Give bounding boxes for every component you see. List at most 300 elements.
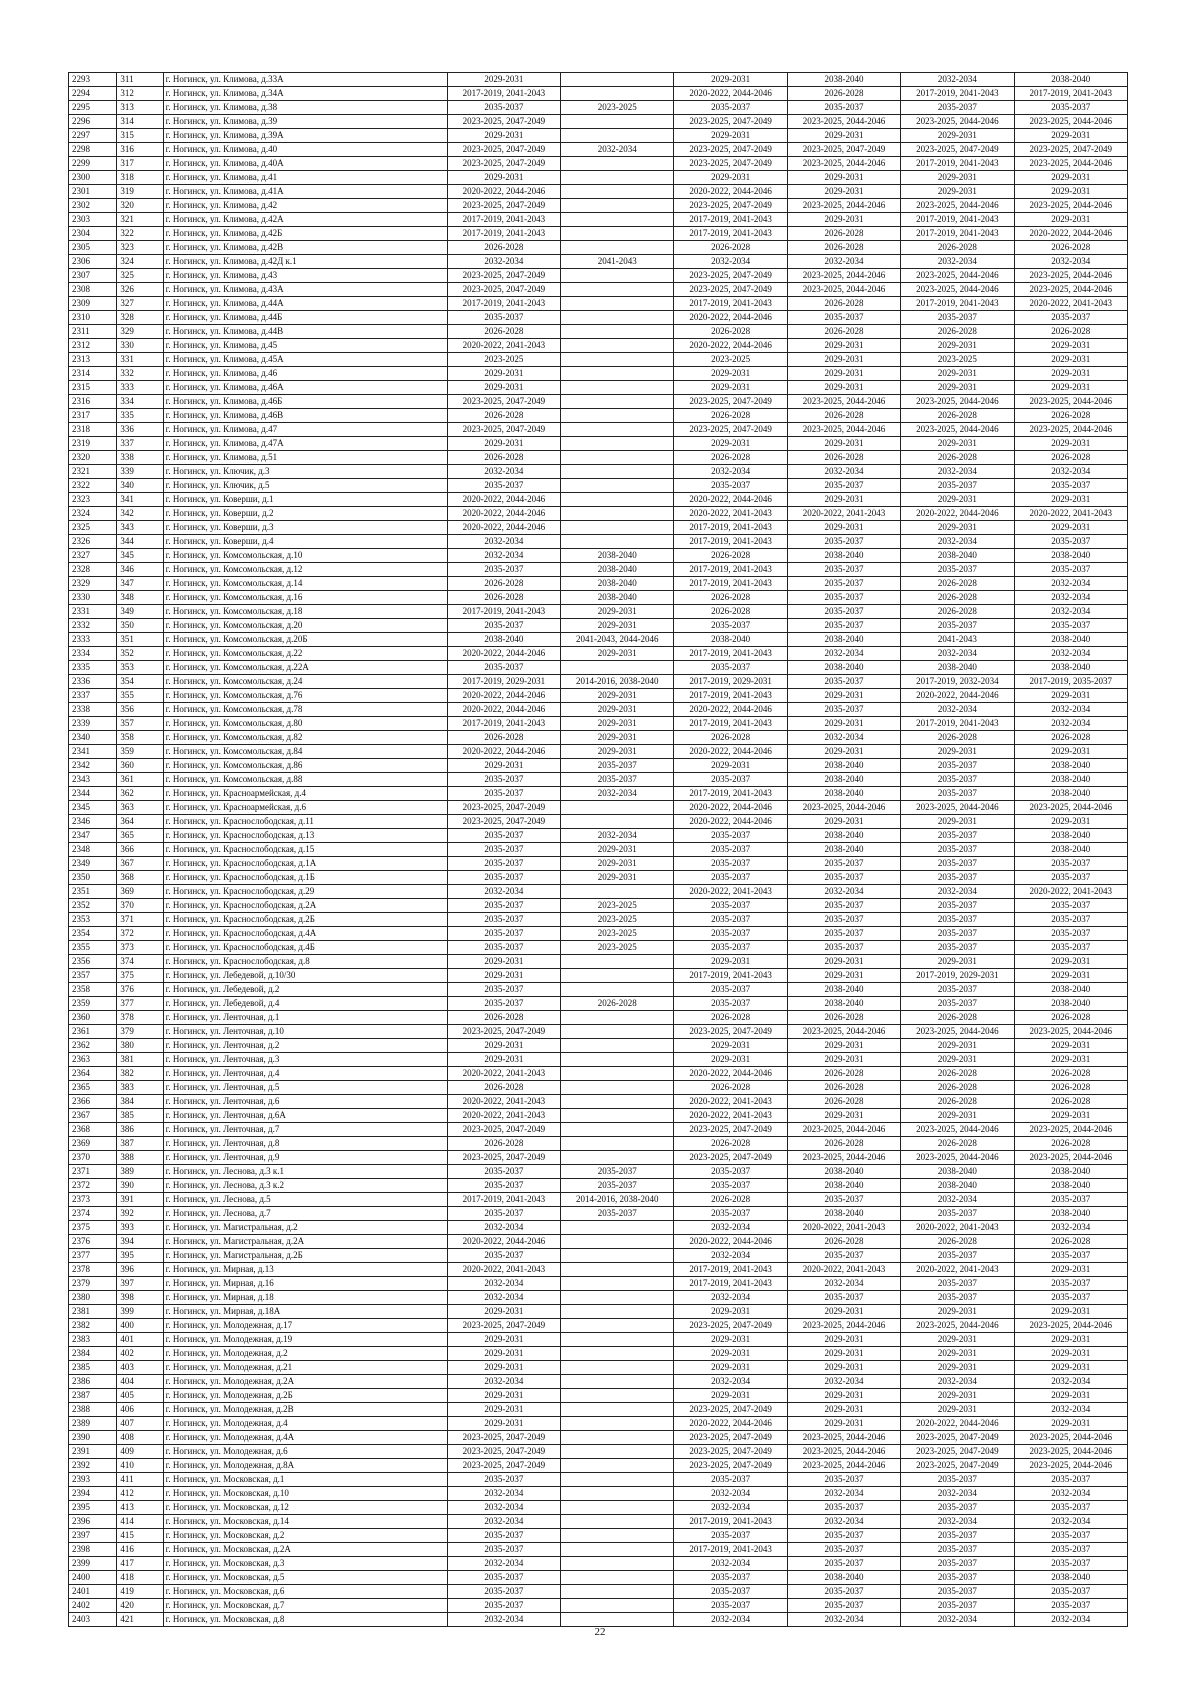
period-cell: 2035-2037 xyxy=(901,1277,1014,1291)
period-cell: 2038-2040 xyxy=(1014,633,1127,647)
table-row xyxy=(69,1053,1128,1067)
period-cell xyxy=(561,1137,674,1151)
period-cell: 2029-2031 xyxy=(1014,437,1127,451)
period-cell: 2029-2031 xyxy=(901,339,1014,353)
period-cell: 2032-2034 xyxy=(1014,591,1127,605)
period-cell: 2038-2040 xyxy=(561,549,674,563)
period-cell xyxy=(561,1333,674,1347)
row-number-cell: 2323 xyxy=(69,493,117,507)
item-number-cell: 387 xyxy=(117,1137,163,1151)
period-cell: 2017-2019, 2041-2043 xyxy=(901,213,1014,227)
period-cell: 2032-2034 xyxy=(787,1277,900,1291)
period-cell: 2029-2031 xyxy=(447,73,560,87)
table-row xyxy=(69,1333,1128,1347)
period-cell: 2035-2037 xyxy=(447,1571,560,1585)
period-cell: 2029-2031 xyxy=(901,1053,1014,1067)
table-row xyxy=(69,969,1128,983)
address-cell: г. Ногинск, ул. Ленточная, д.6А xyxy=(163,1109,447,1123)
address-cell: г. Ногинск, ул. Молодежная, д.2 xyxy=(163,1347,447,1361)
period-cell: 2038-2040 xyxy=(561,591,674,605)
period-cell: 2026-2028 xyxy=(674,325,787,339)
period-cell xyxy=(561,1109,674,1123)
row-number-cell: 2311 xyxy=(69,325,117,339)
address-cell: г. Ногинск, ул. Молодежная, д.8А xyxy=(163,1459,447,1473)
item-number-cell: 383 xyxy=(117,1081,163,1095)
period-cell: 2035-2037 xyxy=(787,577,900,591)
period-cell: 2032-2034 xyxy=(447,549,560,563)
table-row xyxy=(69,1095,1128,1109)
period-cell: 2029-2031 xyxy=(787,815,900,829)
period-cell: 2035-2037 xyxy=(787,1501,900,1515)
period-cell: 2035-2037 xyxy=(447,871,560,885)
period-cell: 2035-2037 xyxy=(447,1165,560,1179)
period-cell: 2020-2022, 2044-2046 xyxy=(674,1417,787,1431)
row-number-cell: 2360 xyxy=(69,1011,117,1025)
period-cell: 2038-2040 xyxy=(787,633,900,647)
row-number-cell: 2296 xyxy=(69,115,117,129)
row-number-cell: 2327 xyxy=(69,549,117,563)
row-number-cell: 2382 xyxy=(69,1319,117,1333)
table-row xyxy=(69,1375,1128,1389)
period-cell: 2026-2028 xyxy=(674,1137,787,1151)
item-number-cell: 407 xyxy=(117,1417,163,1431)
period-cell: 2029-2031 xyxy=(787,1039,900,1053)
period-cell: 2029-2031 xyxy=(674,367,787,381)
period-cell: 2026-2028 xyxy=(787,451,900,465)
period-cell: 2026-2028 xyxy=(787,409,900,423)
period-cell: 2035-2037 xyxy=(1014,857,1127,871)
period-cell: 2017-2019, 2041-2043 xyxy=(674,1277,787,1291)
period-cell: 2032-2034 xyxy=(674,1375,787,1389)
period-cell: 2029-2031 xyxy=(901,1403,1014,1417)
table-row xyxy=(69,409,1128,423)
period-cell: 2035-2037 xyxy=(447,941,560,955)
period-cell: 2023-2025 xyxy=(561,101,674,115)
table-row xyxy=(69,1431,1128,1445)
table-row xyxy=(69,395,1128,409)
period-cell: 2029-2031 xyxy=(447,1039,560,1053)
item-number-cell: 373 xyxy=(117,941,163,955)
address-cell: г. Ногинск, ул. Климова, д.45 xyxy=(163,339,447,353)
table-row xyxy=(69,843,1128,857)
period-cell: 2035-2037 xyxy=(787,703,900,717)
address-cell: г. Ногинск, ул. Комсомольская, д.18 xyxy=(163,605,447,619)
period-cell: 2023-2025 xyxy=(561,941,674,955)
period-cell: 2020-2022, 2041-2043 xyxy=(447,1067,560,1081)
period-cell: 2023-2025, 2044-2046 xyxy=(1014,1025,1127,1039)
period-cell: 2026-2028 xyxy=(901,1137,1014,1151)
period-cell: 2035-2037 xyxy=(1014,1473,1127,1487)
period-cell xyxy=(561,1403,674,1417)
address-cell: г. Ногинск, ул. Московская, д.7 xyxy=(163,1599,447,1613)
period-cell: 2029-2031 xyxy=(561,717,674,731)
period-cell: 2020-2022, 2044-2046 xyxy=(447,745,560,759)
period-cell: 2029-2031 xyxy=(901,493,1014,507)
period-cell: 2035-2037 xyxy=(447,1179,560,1193)
address-cell: г. Ногинск, ул. Коверши, д.2 xyxy=(163,507,447,521)
address-cell: г. Ногинск, ул. Ленточная, д.7 xyxy=(163,1123,447,1137)
item-number-cell: 389 xyxy=(117,1165,163,1179)
address-cell: г. Ногинск, ул. Молодежная, д.19 xyxy=(163,1333,447,1347)
period-cell: 2035-2037 xyxy=(901,773,1014,787)
period-cell: 2020-2022, 2041-2043 xyxy=(674,507,787,521)
period-cell: 2020-2022, 2044-2046 xyxy=(447,647,560,661)
period-cell xyxy=(561,1487,674,1501)
period-cell: 2029-2031 xyxy=(901,955,1014,969)
period-cell: 2029-2031 xyxy=(561,731,674,745)
period-cell: 2026-2028 xyxy=(674,1081,787,1095)
period-cell: 2017-2019, 2041-2043 xyxy=(447,717,560,731)
period-cell: 2035-2037 xyxy=(447,1207,560,1221)
row-number-cell: 2392 xyxy=(69,1459,117,1473)
period-cell xyxy=(561,227,674,241)
period-cell: 2029-2031 xyxy=(1014,1347,1127,1361)
period-cell xyxy=(561,535,674,549)
row-number-cell: 2348 xyxy=(69,843,117,857)
row-number-cell: 2396 xyxy=(69,1515,117,1529)
item-number-cell: 381 xyxy=(117,1053,163,1067)
row-number-cell: 2349 xyxy=(69,857,117,871)
table-row xyxy=(69,381,1128,395)
row-number-cell: 2394 xyxy=(69,1487,117,1501)
item-number-cell: 394 xyxy=(117,1235,163,1249)
table-row xyxy=(69,479,1128,493)
item-number-cell: 330 xyxy=(117,339,163,353)
period-cell: 2029-2031 xyxy=(1014,745,1127,759)
period-cell: 2026-2028 xyxy=(787,227,900,241)
period-cell: 2029-2031 xyxy=(561,843,674,857)
row-number-cell: 2317 xyxy=(69,409,117,423)
table-row xyxy=(69,297,1128,311)
period-cell: 2035-2037 xyxy=(447,619,560,633)
period-cell: 2029-2031 xyxy=(561,689,674,703)
period-cell: 2023-2025 xyxy=(674,353,787,367)
table-row xyxy=(69,157,1128,171)
period-cell: 2041-2043, 2044-2046 xyxy=(561,633,674,647)
period-cell: 2032-2034 xyxy=(674,1249,787,1263)
address-cell: г. Ногинск, ул. Молодежная, д.2А xyxy=(163,1375,447,1389)
address-cell: г. Ногинск, ул. Комсомольская, д.14 xyxy=(163,577,447,591)
period-cell: 2026-2028 xyxy=(447,409,560,423)
address-cell: г. Ногинск, ул. Комсомольская, д.10 xyxy=(163,549,447,563)
period-cell: 2023-2025 xyxy=(561,899,674,913)
period-cell xyxy=(561,1571,674,1585)
period-cell: 2023-2025, 2047-2049 xyxy=(674,157,787,171)
period-cell: 2029-2031 xyxy=(787,689,900,703)
period-cell: 2023-2025, 2047-2049 xyxy=(447,1151,560,1165)
row-number-cell: 2338 xyxy=(69,703,117,717)
row-number-cell: 2358 xyxy=(69,983,117,997)
table-row xyxy=(69,1347,1128,1361)
row-number-cell: 2332 xyxy=(69,619,117,633)
period-cell: 2017-2019, 2041-2043 xyxy=(447,297,560,311)
period-cell: 2029-2031 xyxy=(1014,381,1127,395)
period-cell: 2029-2031 xyxy=(901,745,1014,759)
period-cell: 2038-2040 xyxy=(1014,997,1127,1011)
period-cell: 2026-2028 xyxy=(787,297,900,311)
table-row xyxy=(69,927,1128,941)
row-number-cell: 2387 xyxy=(69,1389,117,1403)
row-number-cell: 2383 xyxy=(69,1333,117,1347)
item-number-cell: 403 xyxy=(117,1361,163,1375)
item-number-cell: 348 xyxy=(117,591,163,605)
period-cell: 2032-2034 xyxy=(787,1613,900,1627)
row-number-cell: 2380 xyxy=(69,1291,117,1305)
period-cell xyxy=(561,311,674,325)
row-number-cell: 2303 xyxy=(69,213,117,227)
period-cell: 2035-2037 xyxy=(674,857,787,871)
address-cell: г. Ногинск, ул. Московская, д.2 xyxy=(163,1529,447,1543)
period-cell: 2017-2019, 2041-2043 xyxy=(674,535,787,549)
address-cell: г. Ногинск, ул. Климова, д.33А xyxy=(163,73,447,87)
period-cell: 2029-2031 xyxy=(561,619,674,633)
row-number-cell: 2401 xyxy=(69,1585,117,1599)
period-cell xyxy=(561,325,674,339)
period-cell: 2038-2040 xyxy=(561,563,674,577)
period-cell: 2023-2025, 2047-2049 xyxy=(674,1445,787,1459)
period-cell: 2035-2037 xyxy=(674,101,787,115)
item-number-cell: 362 xyxy=(117,787,163,801)
period-cell: 2032-2034 xyxy=(447,255,560,269)
period-cell: 2029-2031 xyxy=(787,367,900,381)
address-cell: г. Ногинск, ул. Климова, д.46В xyxy=(163,409,447,423)
period-cell: 2023-2025, 2044-2046 xyxy=(1014,199,1127,213)
period-cell: 2035-2037 xyxy=(1014,479,1127,493)
period-cell: 2029-2031 xyxy=(787,1053,900,1067)
table-row xyxy=(69,353,1128,367)
period-cell: 2035-2037 xyxy=(674,1165,787,1179)
item-number-cell: 350 xyxy=(117,619,163,633)
period-cell: 2029-2031 xyxy=(901,185,1014,199)
period-cell: 2023-2025, 2047-2049 xyxy=(901,1431,1014,1445)
table-row xyxy=(69,759,1128,773)
period-cell xyxy=(561,115,674,129)
row-number-cell: 2333 xyxy=(69,633,117,647)
period-cell: 2029-2031 xyxy=(901,437,1014,451)
period-cell: 2023-2025, 2047-2049 xyxy=(447,283,560,297)
item-number-cell: 345 xyxy=(117,549,163,563)
period-cell: 2035-2037 xyxy=(447,857,560,871)
table-row xyxy=(69,1403,1128,1417)
table-row xyxy=(69,465,1128,479)
row-number-cell: 2304 xyxy=(69,227,117,241)
period-cell: 2035-2037 xyxy=(447,913,560,927)
item-number-cell: 346 xyxy=(117,563,163,577)
period-cell: 2017-2019, 2041-2043 xyxy=(674,689,787,703)
row-number-cell: 2343 xyxy=(69,773,117,787)
table-row xyxy=(69,1361,1128,1375)
item-number-cell: 369 xyxy=(117,885,163,899)
period-cell: 2026-2028 xyxy=(901,577,1014,591)
item-number-cell: 321 xyxy=(117,213,163,227)
period-cell: 2017-2019, 2041-2043 xyxy=(901,227,1014,241)
row-number-cell: 2298 xyxy=(69,143,117,157)
period-cell: 2029-2031 xyxy=(1014,969,1127,983)
period-cell xyxy=(561,269,674,283)
period-cell: 2035-2037 xyxy=(1014,1249,1127,1263)
item-number-cell: 351 xyxy=(117,633,163,647)
address-cell: г. Ногинск, ул. Лебедевой, д.2 xyxy=(163,983,447,997)
period-cell: 2029-2031 xyxy=(561,871,674,885)
period-cell: 2029-2031 xyxy=(1014,367,1127,381)
period-cell: 2032-2034 xyxy=(1014,1221,1127,1235)
address-cell: г. Ногинск, ул. Мирная, д.18А xyxy=(163,1305,447,1319)
address-cell: г. Ногинск, ул. Коверши, д.3 xyxy=(163,521,447,535)
period-cell: 2035-2037 xyxy=(901,1585,1014,1599)
period-cell: 2029-2031 xyxy=(447,1417,560,1431)
period-cell: 2038-2040 xyxy=(787,997,900,1011)
period-cell: 2035-2037 xyxy=(787,1599,900,1613)
item-number-cell: 331 xyxy=(117,353,163,367)
period-cell: 2032-2034 xyxy=(561,829,674,843)
row-number-cell: 2395 xyxy=(69,1501,117,1515)
period-cell xyxy=(561,1543,674,1557)
period-cell: 2035-2037 xyxy=(1014,927,1127,941)
row-number-cell: 2353 xyxy=(69,913,117,927)
period-cell xyxy=(561,157,674,171)
period-cell: 2029-2031 xyxy=(447,381,560,395)
item-number-cell: 400 xyxy=(117,1319,163,1333)
period-cell: 2029-2031 xyxy=(1014,171,1127,185)
period-cell xyxy=(561,1459,674,1473)
period-cell: 2023-2025, 2047-2049 xyxy=(447,199,560,213)
period-cell: 2035-2037 xyxy=(1014,941,1127,955)
period-cell: 2023-2025, 2047-2049 xyxy=(901,143,1014,157)
period-cell: 2038-2040 xyxy=(787,983,900,997)
period-cell: 2017-2019, 2041-2043 xyxy=(447,1193,560,1207)
period-cell: 2023-2025, 2047-2049 xyxy=(447,115,560,129)
address-cell: г. Ногинск, ул. Комсомольская, д.24 xyxy=(163,675,447,689)
period-cell: 2035-2037 xyxy=(674,941,787,955)
item-number-cell: 414 xyxy=(117,1515,163,1529)
item-number-cell: 344 xyxy=(117,535,163,549)
period-cell: 2029-2031 xyxy=(447,1347,560,1361)
period-cell: 2029-2031 xyxy=(447,437,560,451)
table-row xyxy=(69,955,1128,969)
row-number-cell: 2399 xyxy=(69,1557,117,1571)
period-cell: 2026-2028 xyxy=(674,241,787,255)
period-cell: 2035-2037 xyxy=(901,871,1014,885)
table-row xyxy=(69,997,1128,1011)
row-number-cell: 2324 xyxy=(69,507,117,521)
period-cell: 2038-2040 xyxy=(1014,1571,1127,1585)
item-number-cell: 326 xyxy=(117,283,163,297)
page-number: 22 xyxy=(594,1626,606,1638)
period-cell: 2029-2031 xyxy=(1014,493,1127,507)
table-row xyxy=(69,619,1128,633)
period-cell: 2029-2031 xyxy=(674,1347,787,1361)
period-cell: 2029-2031 xyxy=(674,437,787,451)
table-row xyxy=(69,185,1128,199)
address-cell: г. Ногинск, ул. Климова, д.41А xyxy=(163,185,447,199)
period-cell: 2029-2031 xyxy=(447,1361,560,1375)
period-cell: 2026-2028 xyxy=(1014,1137,1127,1151)
period-cell: 2023-2025, 2044-2046 xyxy=(787,199,900,213)
period-cell xyxy=(561,955,674,969)
period-cell: 2023-2025, 2047-2049 xyxy=(447,801,560,815)
row-number-cell: 2388 xyxy=(69,1403,117,1417)
item-number-cell: 365 xyxy=(117,829,163,843)
item-number-cell: 399 xyxy=(117,1305,163,1319)
period-cell: 2026-2028 xyxy=(1014,1011,1127,1025)
address-cell: г. Ногинск, ул. Климова, д.51 xyxy=(163,451,447,465)
address-cell: г. Ногинск, ул. Климова, д.47 xyxy=(163,423,447,437)
period-cell xyxy=(561,367,674,381)
table-row xyxy=(69,451,1128,465)
item-number-cell: 390 xyxy=(117,1179,163,1193)
row-number-cell: 2340 xyxy=(69,731,117,745)
period-cell: 2026-2028 xyxy=(787,1235,900,1249)
period-cell: 2023-2025, 2047-2049 xyxy=(674,1025,787,1039)
row-number-cell: 2339 xyxy=(69,717,117,731)
row-number-cell: 2337 xyxy=(69,689,117,703)
period-cell: 2032-2034 xyxy=(674,1487,787,1501)
period-cell: 2029-2031 xyxy=(447,955,560,969)
period-cell: 2032-2034 xyxy=(1014,255,1127,269)
period-cell: 2035-2037 xyxy=(901,1291,1014,1305)
period-cell: 2035-2037 xyxy=(674,1571,787,1585)
item-number-cell: 343 xyxy=(117,521,163,535)
period-cell: 2029-2031 xyxy=(787,339,900,353)
period-cell: 2023-2025, 2044-2046 xyxy=(1014,395,1127,409)
period-cell: 2023-2025, 2044-2046 xyxy=(901,269,1014,283)
period-cell: 2035-2037 xyxy=(901,1529,1014,1543)
period-cell: 2023-2025, 2044-2046 xyxy=(901,283,1014,297)
item-number-cell: 360 xyxy=(117,759,163,773)
address-cell: г. Ногинск, ул. Климова, д.43 xyxy=(163,269,447,283)
item-number-cell: 367 xyxy=(117,857,163,871)
row-number-cell: 2334 xyxy=(69,647,117,661)
item-number-cell: 328 xyxy=(117,311,163,325)
period-cell: 2035-2037 xyxy=(901,1599,1014,1613)
table-row xyxy=(69,1473,1128,1487)
period-cell: 2035-2037 xyxy=(674,899,787,913)
row-number-cell: 2313 xyxy=(69,353,117,367)
period-cell: 2026-2028 xyxy=(901,605,1014,619)
table-row xyxy=(69,857,1128,871)
period-cell xyxy=(561,1053,674,1067)
period-cell: 2038-2040 xyxy=(787,1165,900,1179)
item-number-cell: 336 xyxy=(117,423,163,437)
period-cell: 2017-2019, 2041-2043 xyxy=(674,577,787,591)
period-cell xyxy=(561,199,674,213)
period-cell xyxy=(561,507,674,521)
period-cell: 2032-2034 xyxy=(787,465,900,479)
item-number-cell: 363 xyxy=(117,801,163,815)
period-cell: 2023-2025, 2047-2049 xyxy=(674,115,787,129)
table-row xyxy=(69,143,1128,157)
address-cell: г. Ногинск, ул. Краснослободская, д.8 xyxy=(163,955,447,969)
period-cell: 2029-2031 xyxy=(787,493,900,507)
period-cell xyxy=(561,353,674,367)
address-cell: г. Ногинск, ул. Климова, д.34А xyxy=(163,87,447,101)
period-cell: 2026-2028 xyxy=(1014,1081,1127,1095)
row-number-cell: 2357 xyxy=(69,969,117,983)
period-cell: 2017-2019, 2041-2043 xyxy=(901,717,1014,731)
period-cell: 2035-2037 xyxy=(901,941,1014,955)
period-cell xyxy=(561,423,674,437)
period-cell: 2017-2019, 2041-2043 xyxy=(447,605,560,619)
period-cell: 2023-2025, 2047-2049 xyxy=(447,1319,560,1333)
period-cell: 2032-2034 xyxy=(787,647,900,661)
item-number-cell: 406 xyxy=(117,1403,163,1417)
period-cell: 2029-2031 xyxy=(787,1109,900,1123)
period-cell: 2023-2025, 2044-2046 xyxy=(787,423,900,437)
period-cell: 2020-2022, 2044-2046 xyxy=(674,311,787,325)
period-cell: 2023-2025, 2044-2046 xyxy=(787,395,900,409)
period-cell: 2026-2028 xyxy=(447,1081,560,1095)
table-row xyxy=(69,605,1128,619)
